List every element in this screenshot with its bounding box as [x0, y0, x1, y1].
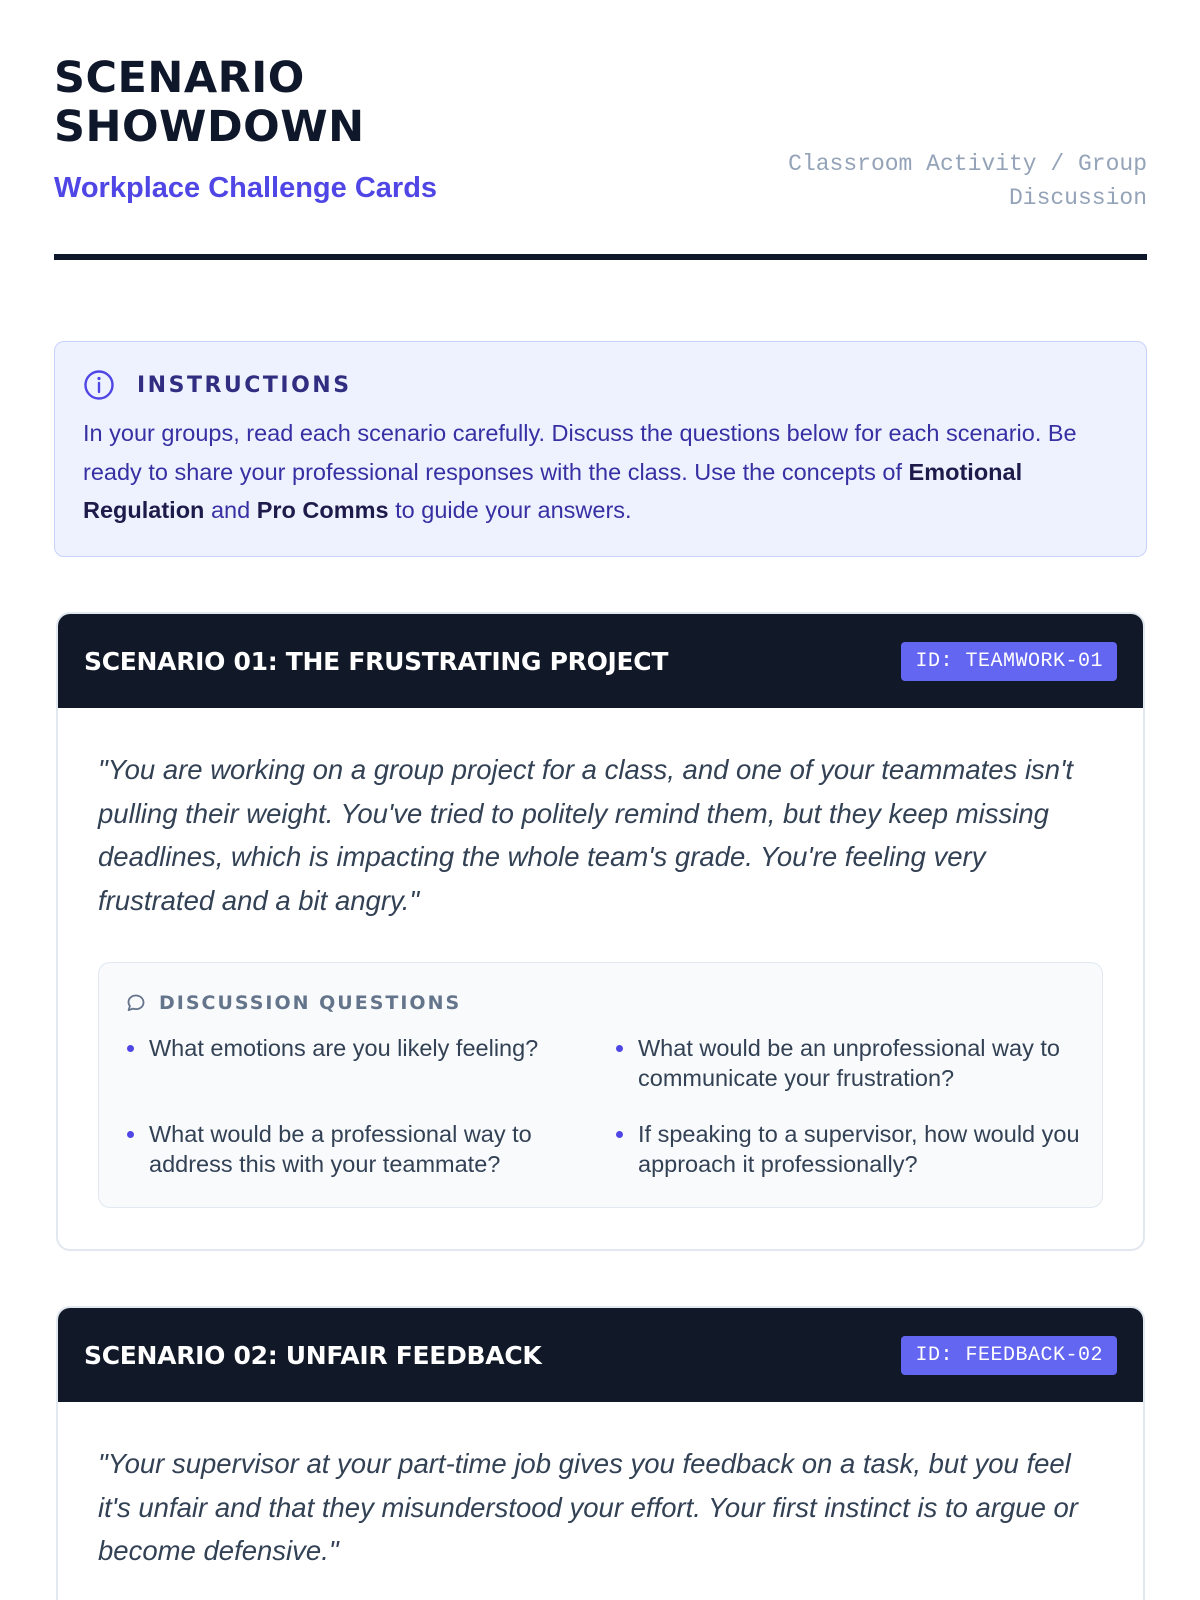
- worksheet-page: [54, 0, 1147, 1566]
- scenario-id-badge: ID: TEAMWORK-01: [901, 642, 1117, 681]
- discussion-question: What emotions are you likely feeling?: [125, 1033, 614, 1093]
- scenario-header: [58, 614, 1143, 708]
- discussion-question: If speaking to a supervisor, how would you approach it professionally?: [614, 1119, 1084, 1179]
- header-divider: [54, 254, 1147, 260]
- page-header: [54, 0, 1147, 262]
- discussion-questions-header: [125, 989, 1074, 1017]
- activity-meta: Classroom Activity / Group Discussion: [788, 151, 1147, 211]
- discussion-question: What would be a professional way to address this with your teammate?: [125, 1119, 614, 1179]
- scenario-card: [56, 612, 1145, 1251]
- concept-emotional-regulation: Emotional Regulation: [83, 458, 1023, 523]
- discussion-questions-box: [98, 962, 1103, 1208]
- instructions-text-part: to guide your answers.: [388, 497, 632, 523]
- page-title: SCENARIO SHOWDOWN: [54, 53, 365, 152]
- scenario-header: [58, 1308, 1143, 1402]
- instructions-label: INSTRUCTIONS: [137, 372, 352, 398]
- instructions-text-part: and: [204, 497, 257, 523]
- scenario-quote: "Your supervisor at your part-time job gives you feedback on a task, but you feel it's unfair and that they misunderstood your effort. Your first instinct is to argue or become defensive.": [98, 1448, 1078, 1566]
- scenario-title: SCENARIO 02: UNFAIR FEEDBACK: [84, 1340, 542, 1370]
- instructions-text: [83, 414, 1118, 530]
- page-subtitle: Workplace Challenge Cards: [54, 172, 438, 204]
- instructions-header: [83, 368, 1118, 402]
- scenario-title: SCENARIO 01: THE FRUSTRATING PROJECT: [84, 646, 669, 676]
- discussion-question: What would be an unprofessional way to communicate your frustration?: [614, 1033, 1084, 1093]
- instructions-text-part: In your groups, read each scenario carefully. Discuss the questions below for each scenario. Be ready to share your professional responses with the class. Use the concepts of: [83, 420, 1077, 485]
- scenario-id-badge: ID: FEEDBACK-02: [901, 1336, 1117, 1375]
- scenario-quote: "You are working on a group project for a class, and one of your teammates isn't pulling their weight. You've tried to politely remind them, but they keep missing deadlines, which is impacting the whole team's grade. You're feeling very frustrated and a bit angry.": [98, 754, 1073, 916]
- discussion-questions-list: [125, 1033, 1080, 1179]
- discussion-questions-label: DISCUSSION QUESTIONS: [159, 992, 462, 1014]
- speech-bubble-icon: [125, 992, 147, 1014]
- scenario-card: [56, 1306, 1145, 1600]
- concept-pro-comms: Pro Comms: [256, 497, 389, 523]
- instructions-box: [54, 341, 1147, 557]
- info-icon: [83, 369, 115, 401]
